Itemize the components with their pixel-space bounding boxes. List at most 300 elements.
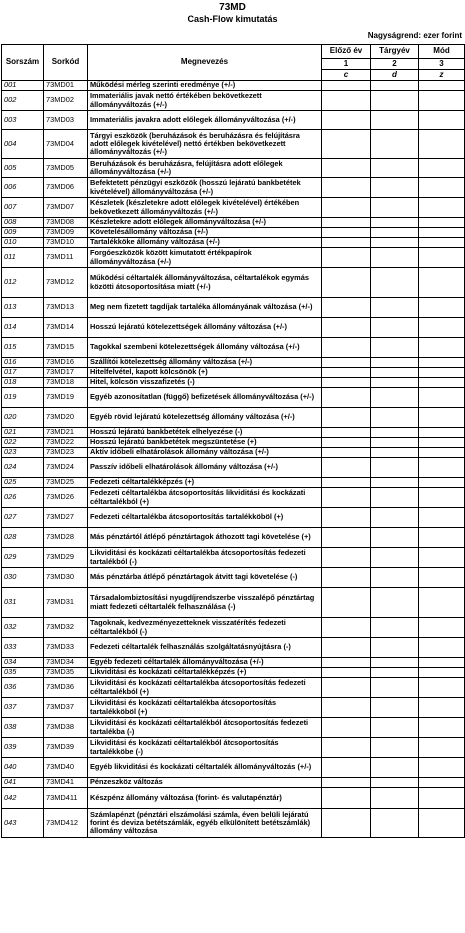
row-value-curr[interactable] <box>371 111 419 130</box>
row-value-curr[interactable] <box>371 248 419 268</box>
row-description: Készpénz állomány változása (forint- és valutapénztár) <box>88 788 322 809</box>
row-seq: 028 <box>2 528 44 548</box>
row-seq: 026 <box>2 488 44 508</box>
table-row <box>2 111 465 130</box>
row-value-prev[interactable] <box>322 159 371 178</box>
row-value-mod[interactable] <box>419 268 465 298</box>
page-title: Cash-Flow kimutatás <box>187 14 278 24</box>
row-value-mod[interactable] <box>419 111 465 130</box>
row-value-prev[interactable] <box>322 488 371 508</box>
table-row <box>2 388 465 408</box>
row-value-prev[interactable] <box>322 388 371 408</box>
row-description: Likviditási és kockázati céltartalékképzés (+) <box>88 668 322 678</box>
row-value-prev[interactable] <box>322 668 371 678</box>
row-value-prev[interactable] <box>322 778 371 788</box>
row-seq: 012 <box>2 268 44 298</box>
row-value-curr[interactable] <box>371 778 419 788</box>
row-seq: 016 <box>2 358 44 368</box>
row-seq: 014 <box>2 318 44 338</box>
row-value-curr[interactable] <box>371 218 419 228</box>
row-code: 73MD03 <box>44 111 88 130</box>
row-value-prev[interactable] <box>322 338 371 358</box>
row-value-mod[interactable] <box>419 388 465 408</box>
table-row <box>2 568 465 588</box>
row-value-prev[interactable] <box>322 438 371 448</box>
row-description: Likviditási és kockázati céltartalékba átcsoportosítás fedezeti céltartalékból (+) <box>88 678 322 698</box>
row-seq: 032 <box>2 618 44 638</box>
table-row <box>2 588 465 618</box>
row-description: Immateriális javakra adott előlegek állományváltozása (+/-) <box>88 111 322 130</box>
row-value-mod[interactable] <box>419 668 465 678</box>
table-row <box>2 438 465 448</box>
table-row <box>2 698 465 718</box>
row-seq: 018 <box>2 378 44 388</box>
table-row <box>2 618 465 638</box>
row-seq: 027 <box>2 508 44 528</box>
row-description: Tárgyi eszközök (beruházások és beruházásra és felújításra adott előlegek kivételével) nettó értékben bekövetkezett állományváltozás (+/-) <box>88 130 322 159</box>
row-value-curr[interactable] <box>371 358 419 368</box>
row-value-curr[interactable] <box>371 368 419 378</box>
col-letter-prev: c <box>322 70 371 81</box>
row-value-curr[interactable] <box>371 198 419 218</box>
row-seq: 038 <box>2 718 44 738</box>
col-num-mod: 3 <box>419 59 465 70</box>
row-description: Hosszú lejáratú bankbetétek elhelyezése (-) <box>88 428 322 438</box>
col-num-prev: 1 <box>322 59 371 70</box>
row-seq: 003 <box>2 111 44 130</box>
row-value-prev[interactable] <box>322 758 371 778</box>
row-code: 73MD24 <box>44 458 88 478</box>
row-value-prev[interactable] <box>322 408 371 428</box>
row-value-curr[interactable] <box>371 388 419 408</box>
row-description: Működési céltartalék állományváltozása, céltartalékok egymás közötti átcsoportosítása miatt (+/-) <box>88 268 322 298</box>
row-code: 73MD04 <box>44 130 88 159</box>
row-value-mod[interactable] <box>419 698 465 718</box>
table-row <box>2 358 465 368</box>
table-row <box>2 778 465 788</box>
row-value-curr[interactable] <box>371 758 419 778</box>
row-seq: 030 <box>2 568 44 588</box>
table-row <box>2 508 465 528</box>
row-description: Likviditási és kockázati céltartalékba átcsoportosítás fedezeti tartalékból (-) <box>88 548 322 568</box>
row-value-curr[interactable] <box>371 788 419 809</box>
row-code: 73MD11 <box>44 248 88 268</box>
row-value-curr[interactable] <box>371 488 419 508</box>
table-row <box>2 248 465 268</box>
row-seq: 021 <box>2 428 44 438</box>
row-code: 73MD05 <box>44 159 88 178</box>
row-seq: 029 <box>2 548 44 568</box>
table-row <box>2 458 465 478</box>
row-value-prev[interactable] <box>322 318 371 338</box>
table-row <box>2 91 465 111</box>
row-description: Befektetett pénzügyi eszközök (hosszú lejáratú bankbetétek kivételével) állományváltozása (+/-) <box>88 178 322 198</box>
row-value-prev[interactable] <box>322 130 371 159</box>
row-seq: 019 <box>2 388 44 408</box>
row-value-curr[interactable] <box>371 478 419 488</box>
row-value-prev[interactable] <box>322 738 371 758</box>
row-code: 73MD18 <box>44 378 88 388</box>
row-description: Készletek (készletekre adott előlegek kivételével) értékében bekövetkezett állományváltozás (+/-) <box>88 198 322 218</box>
row-value-curr[interactable] <box>371 738 419 758</box>
row-value-mod[interactable] <box>419 130 465 159</box>
table-row <box>2 238 465 248</box>
row-code: 73MD01 <box>44 81 88 91</box>
table-row <box>2 268 465 298</box>
row-description: Egyéb azonosítatlan (függő) befizetések állományváltozása (+/-) <box>88 388 322 408</box>
row-value-curr[interactable] <box>371 548 419 568</box>
table-row <box>2 718 465 738</box>
row-value-mod[interactable] <box>419 448 465 458</box>
row-value-curr[interactable] <box>371 528 419 548</box>
table-row <box>2 668 465 678</box>
row-seq: 009 <box>2 228 44 238</box>
row-value-mod[interactable] <box>419 238 465 248</box>
row-value-mod[interactable] <box>419 198 465 218</box>
row-description: Követelésállomány változása (+/-) <box>88 228 322 238</box>
row-value-curr[interactable] <box>371 408 419 428</box>
row-value-mod[interactable] <box>419 368 465 378</box>
row-description: Tagoknak, kedvezményezetteknek visszatérítés fedezeti céltartalékból (-) <box>88 618 322 638</box>
row-value-prev[interactable] <box>322 448 371 458</box>
row-description: Más pénztárba átlépő pénztártagok átvitt tagi követelése (-) <box>88 568 322 588</box>
row-description: Fedezeti céltartalékba átcsoportosítás tartalékköböl (+) <box>88 508 322 528</box>
row-description: Egyéb likviditási és kockázati céltartalék állományváltozás (+/-) <box>88 758 322 778</box>
row-value-mod[interactable] <box>419 159 465 178</box>
col-header-name: Megnevezés <box>88 45 322 81</box>
row-description: Szállítói kötelezettség állomány változása (+/-) <box>88 358 322 368</box>
row-value-curr[interactable] <box>371 638 419 658</box>
row-value-curr[interactable] <box>371 268 419 298</box>
row-value-prev[interactable] <box>322 178 371 198</box>
row-code: 73MD23 <box>44 448 88 458</box>
row-value-prev[interactable] <box>322 111 371 130</box>
row-description: Hosszú lejáratú bankbetétek megszüntetése (+) <box>88 438 322 448</box>
row-description: Számlapénzt (pénztári elszámolási számla, éven belüli lejáratú forint és deviza betétszámlák, egyéb elkülönített betétszámlák) állomány változása <box>88 809 322 838</box>
row-value-mod[interactable] <box>419 528 465 548</box>
row-value-curr[interactable] <box>371 568 419 588</box>
row-value-mod[interactable] <box>419 358 465 368</box>
row-value-prev[interactable] <box>322 81 371 91</box>
row-seq: 004 <box>2 130 44 159</box>
row-code: 73MD09 <box>44 228 88 238</box>
row-value-prev[interactable] <box>322 698 371 718</box>
row-value-prev[interactable] <box>322 368 371 378</box>
row-value-curr[interactable] <box>371 618 419 638</box>
row-seq: 035 <box>2 668 44 678</box>
row-code: 73MD20 <box>44 408 88 428</box>
row-value-curr[interactable] <box>371 378 419 388</box>
row-code: 73MD14 <box>44 318 88 338</box>
row-description: Társadalombiztosítási nyugdíjrendszerbe visszalépő pénztártag miatt fedezeti céltartalék felhasználása (-) <box>88 588 322 618</box>
row-code: 73MD19 <box>44 388 88 408</box>
row-description: Fedezeti céltartalék felhasználás szolgáltatásnyújtásra (-) <box>88 638 322 658</box>
row-value-mod[interactable] <box>419 248 465 268</box>
col-header-code: Sorkód <box>44 45 88 81</box>
row-value-mod[interactable] <box>419 81 465 91</box>
row-value-curr[interactable] <box>371 91 419 111</box>
row-seq: 037 <box>2 698 44 718</box>
row-code: 73MD02 <box>44 91 88 111</box>
table-row <box>2 368 465 378</box>
row-description: Pénzeszköz változás <box>88 778 322 788</box>
row-seq: 023 <box>2 448 44 458</box>
row-seq: 041 <box>2 778 44 788</box>
row-seq: 034 <box>2 658 44 668</box>
table-row <box>2 338 465 358</box>
row-description: Likviditási és kockázati céltartalékból átcsoportosítás fedezeti tartalékba (-) <box>88 718 322 738</box>
row-value-curr[interactable] <box>371 809 419 838</box>
row-seq: 042 <box>2 788 44 809</box>
row-description: Egyéb fedezeti céltartalék állományváltozása (+/-) <box>88 658 322 668</box>
row-seq: 036 <box>2 678 44 698</box>
row-value-curr[interactable] <box>371 318 419 338</box>
row-code: 73MD22 <box>44 438 88 448</box>
table-row <box>2 528 465 548</box>
row-value-mod[interactable] <box>419 618 465 638</box>
row-seq: 022 <box>2 438 44 448</box>
row-value-prev[interactable] <box>322 458 371 478</box>
table-row <box>2 408 465 428</box>
row-value-mod[interactable] <box>419 718 465 738</box>
row-seq: 015 <box>2 338 44 358</box>
row-code: 73MD32 <box>44 618 88 638</box>
form-code: 73MD <box>219 2 246 13</box>
row-value-mod[interactable] <box>419 638 465 658</box>
row-value-curr[interactable] <box>371 678 419 698</box>
row-seq: 040 <box>2 758 44 778</box>
row-description: Készletekre adott előlegek állományváltozása (+/-) <box>88 218 322 228</box>
row-value-mod[interactable] <box>419 478 465 488</box>
table-row <box>2 428 465 438</box>
row-value-prev[interactable] <box>322 528 371 548</box>
row-description: Hitelfelvétel, kapott kölcsönök (+) <box>88 368 322 378</box>
row-description: Fedezeti céltartalékba átcsoportosítás likviditási és kockázati céltartalékból (+) <box>88 488 322 508</box>
row-seq: 008 <box>2 218 44 228</box>
row-description: Likviditási és kockázati céltartalékból átcsoportosítás tartalékköbe (-) <box>88 738 322 758</box>
row-code: 73MD411 <box>44 788 88 809</box>
col-header-prev: Előző év <box>322 45 371 59</box>
row-description: Egyéb rövid lejáratú kötelezettség állomány változása (+/-) <box>88 408 322 428</box>
row-description: Aktív időbeli elhatárolások állomány változása (+/-) <box>88 448 322 458</box>
row-seq: 039 <box>2 738 44 758</box>
col-letter-mod: z <box>419 70 465 81</box>
row-code: 73MD07 <box>44 198 88 218</box>
row-code: 73MD06 <box>44 178 88 198</box>
row-seq: 013 <box>2 298 44 318</box>
row-value-curr[interactable] <box>371 438 419 448</box>
row-value-mod[interactable] <box>419 338 465 358</box>
row-code: 73MD412 <box>44 809 88 838</box>
row-value-prev[interactable] <box>322 548 371 568</box>
row-value-mod[interactable] <box>419 488 465 508</box>
row-value-mod[interactable] <box>419 318 465 338</box>
row-value-curr[interactable] <box>371 130 419 159</box>
table-row <box>2 658 465 668</box>
row-seq: 005 <box>2 159 44 178</box>
row-code: 73MD34 <box>44 658 88 668</box>
row-value-mod[interactable] <box>419 378 465 388</box>
row-value-prev[interactable] <box>322 298 371 318</box>
row-description: Fedezeti céltartalékképzés (+) <box>88 478 322 488</box>
table-row <box>2 738 465 758</box>
row-code: 73MD12 <box>44 268 88 298</box>
row-value-mod[interactable] <box>419 298 465 318</box>
row-value-mod[interactable] <box>419 178 465 198</box>
row-value-mod[interactable] <box>419 91 465 111</box>
row-code: 73MD33 <box>44 638 88 658</box>
row-value-prev[interactable] <box>322 228 371 238</box>
table-row <box>2 378 465 388</box>
row-value-curr[interactable] <box>371 338 419 358</box>
row-value-curr[interactable] <box>371 458 419 478</box>
table-row <box>2 298 465 318</box>
row-value-prev[interactable] <box>322 508 371 528</box>
row-value-curr[interactable] <box>371 668 419 678</box>
row-value-prev[interactable] <box>322 678 371 698</box>
row-value-prev[interactable] <box>322 378 371 388</box>
row-value-mod[interactable] <box>419 568 465 588</box>
row-description: Hitel, kölcsön visszafizetés (-) <box>88 378 322 388</box>
row-code: 73MD40 <box>44 758 88 778</box>
row-description: Tartalékköke állomány változása (+/-) <box>88 238 322 248</box>
row-value-mod[interactable] <box>419 408 465 428</box>
row-value-curr[interactable] <box>371 428 419 438</box>
cash-flow-table <box>1 44 465 838</box>
row-seq: 033 <box>2 638 44 658</box>
row-description: Forgóeszközök között kimutatott értékpapírok állományváltozása (+/-) <box>88 248 322 268</box>
row-value-prev[interactable] <box>322 588 371 618</box>
table-row <box>2 448 465 458</box>
row-description: Más pénztártól átlépő pénztártagok áthozott tagi követelése (+) <box>88 528 322 548</box>
row-seq: 024 <box>2 458 44 478</box>
row-value-prev[interactable] <box>322 358 371 368</box>
row-code: 73MD27 <box>44 508 88 528</box>
row-value-prev[interactable] <box>322 91 371 111</box>
row-value-mod[interactable] <box>419 678 465 698</box>
row-value-curr[interactable] <box>371 588 419 618</box>
row-description: Beruházások és beruházásra, felújításra adott előlegek állományváltozása (+/-) <box>88 159 322 178</box>
row-value-mod[interactable] <box>419 778 465 788</box>
row-value-curr[interactable] <box>371 698 419 718</box>
row-value-curr[interactable] <box>371 298 419 318</box>
row-value-prev[interactable] <box>322 428 371 438</box>
row-value-prev[interactable] <box>322 198 371 218</box>
table-row <box>2 228 465 238</box>
row-code: 73MD15 <box>44 338 88 358</box>
row-value-curr[interactable] <box>371 178 419 198</box>
table-row <box>2 788 465 809</box>
row-seq: 010 <box>2 238 44 248</box>
row-value-prev[interactable] <box>322 658 371 668</box>
table-row <box>2 198 465 218</box>
row-code: 73MD39 <box>44 738 88 758</box>
row-code: 73MD37 <box>44 698 88 718</box>
row-value-mod[interactable] <box>419 738 465 758</box>
row-value-mod[interactable] <box>419 218 465 228</box>
row-value-mod[interactable] <box>419 508 465 528</box>
table-row <box>2 318 465 338</box>
row-value-prev[interactable] <box>322 218 371 228</box>
row-value-curr[interactable] <box>371 81 419 91</box>
row-code: 73MD10 <box>44 238 88 248</box>
row-value-prev[interactable] <box>322 478 371 488</box>
row-code: 73MD35 <box>44 668 88 678</box>
col-header-mod: Mód <box>419 45 465 59</box>
row-seq: 001 <box>2 81 44 91</box>
row-value-mod[interactable] <box>419 438 465 448</box>
row-value-prev[interactable] <box>322 568 371 588</box>
row-value-mod[interactable] <box>419 658 465 668</box>
row-code: 73MD08 <box>44 218 88 228</box>
table-row <box>2 178 465 198</box>
row-value-prev[interactable] <box>322 238 371 248</box>
row-value-curr[interactable] <box>371 718 419 738</box>
row-description: Meg nem fizetett tagdíjak tartaléka állományának változása (+/-) <box>88 298 322 318</box>
row-value-mod[interactable] <box>419 458 465 478</box>
row-value-prev[interactable] <box>322 268 371 298</box>
table-row <box>2 548 465 568</box>
row-value-prev[interactable] <box>322 638 371 658</box>
row-value-curr[interactable] <box>371 448 419 458</box>
row-seq: 006 <box>2 178 44 198</box>
row-value-mod[interactable] <box>419 548 465 568</box>
row-value-prev[interactable] <box>322 718 371 738</box>
row-code: 73MD17 <box>44 368 88 378</box>
row-value-prev[interactable] <box>322 788 371 809</box>
row-value-curr[interactable] <box>371 228 419 238</box>
row-seq: 011 <box>2 248 44 268</box>
row-code: 73MD25 <box>44 478 88 488</box>
row-value-mod[interactable] <box>419 228 465 238</box>
row-value-curr[interactable] <box>371 658 419 668</box>
row-value-curr[interactable] <box>371 508 419 528</box>
row-description: Likviditási és kockázati céltartalékba átcsoportosítás tartalékköböl (+) <box>88 698 322 718</box>
row-code: 73MD13 <box>44 298 88 318</box>
row-value-prev[interactable] <box>322 618 371 638</box>
table-row <box>2 638 465 658</box>
row-seq: 007 <box>2 198 44 218</box>
table-row <box>2 678 465 698</box>
row-value-prev[interactable] <box>322 248 371 268</box>
row-description: Tagokkal szembeni kötelezettségek állomány változása (+/-) <box>88 338 322 358</box>
row-value-mod[interactable] <box>419 788 465 809</box>
table-row <box>2 218 465 228</box>
row-code: 73MD26 <box>44 488 88 508</box>
table-row <box>2 478 465 488</box>
row-value-prev[interactable] <box>322 809 371 838</box>
row-value-curr[interactable] <box>371 238 419 248</box>
row-code: 73MD21 <box>44 428 88 438</box>
table-row <box>2 81 465 91</box>
row-seq: 002 <box>2 91 44 111</box>
row-value-curr[interactable] <box>371 159 419 178</box>
table-row <box>2 809 465 838</box>
row-value-mod[interactable] <box>419 428 465 438</box>
row-seq: 043 <box>2 809 44 838</box>
table-row <box>2 159 465 178</box>
row-value-mod[interactable] <box>419 809 465 838</box>
row-seq: 025 <box>2 478 44 488</box>
col-header-seq: Sorszám <box>2 45 44 81</box>
row-code: 73MD16 <box>44 358 88 368</box>
row-value-mod[interactable] <box>419 758 465 778</box>
row-description: Hosszú lejáratú kötelezettségek állomány változása (+/-) <box>88 318 322 338</box>
table-row <box>2 130 465 159</box>
row-value-mod[interactable] <box>419 588 465 618</box>
row-description: Immateriális javak nettó értékében bekövetkezett állományváltozás (+/-) <box>88 91 322 111</box>
table-body <box>2 81 465 838</box>
